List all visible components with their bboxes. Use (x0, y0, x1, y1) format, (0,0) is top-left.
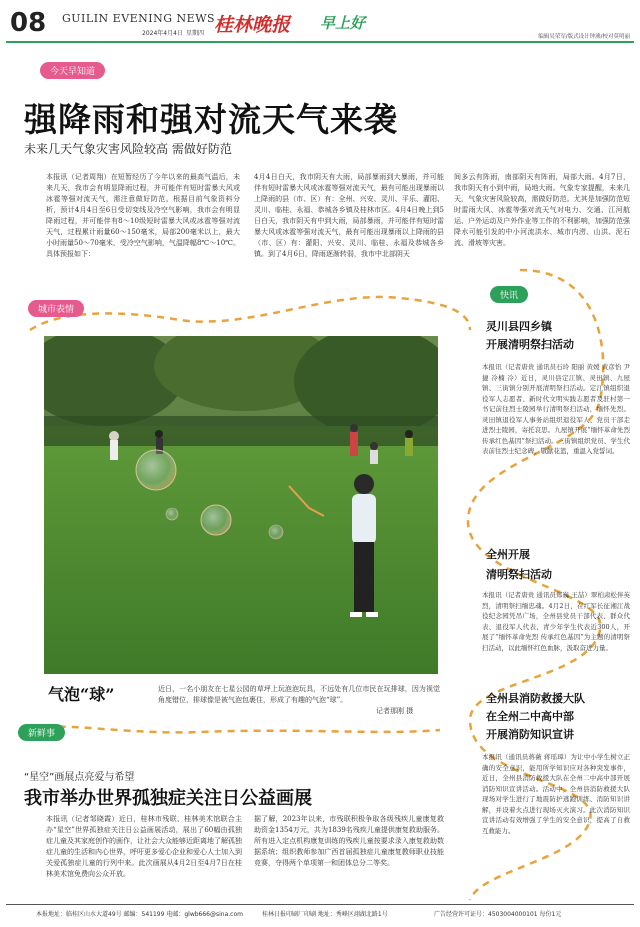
brief-1-title-line-2: 开展清明祭扫活动 (486, 338, 574, 351)
footer-rule (6, 904, 634, 905)
brief-3-title-line-2: 在全州二中高中部 (486, 710, 574, 723)
brief-3-text: 本报讯（通讯员蒋薇 蒋瑶璋）为让中小学生树立正确的安全意识，能用所学知识应对各种突发事件，近日，全州县消防救援大队在全州二中高中部开展消防知识宣讲活动。活动中，全州县消防救援大队现场对学生进行了地震防护逃跑训练、消防知识讲解，并设着火点进行现场灭火演习。此次消防知识宣讲活动有效增强了学生的安全意识，提高了自救互救能力。 (482, 753, 630, 835)
news-title: 我市举办世界孤独症关注日公益画展 (24, 788, 312, 809)
brief-2-title-line-1: 全州开展 (486, 548, 530, 561)
section-tag-news: 新鲜事 (18, 724, 65, 741)
top-story-col-2: 4月4日白天，我市阴天有大雨，局部暴雨到大暴雨，并可能伴有短时雷暴大风或冰雹等强对流天气，最有可能出现暴雨以上降雨的县（市、区）有：全州、兴安、灵川、平乐、灌阳、灵川、临桂、永福、恭城各乡镇及桂林市区。4月4日晚上到5日白天，我市阴天有中到大雨，局部暴雨，并可能伴有短时雷暴大风或冰雹等强对流天气，最有可能出现暴雨以上降雨的县（市、区）有：灌阳、兴安、灵川、临桂、永福及恭城各乡镇。到了4月6日，降雨逐渐转弱，我市中北部阴天 (254, 173, 444, 258)
bubble-photo (44, 336, 438, 674)
footer-printer: 桂林日报印刷厂印刷 地址：秀峰区翊湖北路1号 (262, 911, 388, 918)
header-rule (6, 41, 634, 43)
section-tag-city: 城市表情 (28, 300, 84, 317)
issue-date: 2024年4月4日 (142, 30, 183, 37)
news-kicker: “星空”画展点亮爱与希望 (24, 772, 135, 783)
footer-license: 广告经营许可证号：4503004000101 每份1元 (434, 911, 562, 918)
news-col-1: 本报讯（记者邹晓霞）近日，桂林市残联、桂林美术馆联合主办“星空”世界孤独症关注日公益画展活动，展出了60幅由孤独症儿童及其家庭创作的画作，让社会大众能够近距离地了解孤独症儿童的生活和内心世界，呼吁更多爱心企业和爱心人士加入到关爱孤独症儿童的行列中来。此次画展从4月2日至4月7日在桂林美术馆免费向公众开放。 (46, 815, 242, 878)
brief-2-text: 本报讯（记者唐贵 通讯员郑巍 王喆）翠柏肃松伴英烈，清明祭扫缅忠魂。4月2日，在红军长征湘江战役纪念园凭吊广场，全州县党员干部代表、群众代表、退役军人代表、青少年学生代表近300人，开展了“缅怀革命先烈 传承红色基因”为主题的清明祭扫活动，以此缅怀红色血脉，汲取奋进力量。 (482, 591, 630, 652)
brief-3-title-line-1: 全州县消防救援大队 (486, 692, 585, 705)
photo-caption-title: 气泡“球” (48, 685, 115, 704)
issue-weekday: 星期四 (186, 30, 205, 37)
footer-address: 本报地址：临桂区山水大道49号 邮编：541199 电邮：glwb666@sina.com (36, 911, 243, 918)
photo-caption: 近日，一名小朋友在七星公园的草坪上玩泡泡玩具，不远处有几位市民在玩排球，因为视觉角度错位，排球像是被气泡包裹住，形成了有趣的气泡“球”。 (158, 685, 440, 704)
paper-cn-logo: 桂林晚报 (214, 14, 291, 36)
brief-2-title-line-2: 清明祭扫活动 (486, 568, 552, 581)
section-tag-kuaixun: 快讯 (490, 286, 528, 303)
editor-credits: 编辑吴荣军/版式设计钟沸/校对莫明丽 (538, 34, 630, 40)
top-story-title: 强降雨和强对流天气来袭 (24, 100, 398, 139)
paper-en-name: GUILIN EVENING NEWS (62, 12, 216, 25)
masthead (6, 6, 634, 40)
page-number: 08 (10, 8, 47, 38)
top-story-col-1: 本报讯（记者周翔）在短暂经历了今年以来的最高气温后，未来几天，我市会有明显降雨过程，并可能伴有短时雷暴大风或冰雹等强对流天气，需注意做好防范。根据目前气象资料分析，预计4月4日至6日受切变线及冷空气影响，我市会有明显降雨过程，并可能伴有8～10级短时雷暴大风或冰雹等强对流天气，过程累计雨量60～150毫米，局部200毫米以上，最大小时雨量50～70毫米，受冷空气影响，气温降幅8℃～10℃。具体预报如下： (46, 173, 240, 258)
photo-credit: 记者那刚 摄 (376, 707, 414, 715)
section-tag-today: 今天早知道 (40, 62, 105, 79)
brief-1-title-line-1: 灵川县四乡镇 (486, 320, 552, 333)
section-logo: 早上好 (320, 14, 366, 32)
top-story-subtitle: 未来几天气象灾害风险较高 需做好防范 (24, 142, 232, 156)
news-col-2: 据了解，2023年以来，市残联积极争取各级残疾儿童康复救助资金1354万元，共为1839名残疾儿童提供康复救助服务。所有进入定点机构康复训练的残疾儿童按要求录入康复救助数据系统；组织教师参加广西首届孤独症儿童康复教师职业技能竞赛，夺得两个单项第一和团体总分二等奖。 (254, 815, 444, 867)
top-story-col-3: 间多云有阵雨，南部阴天有阵雨，局部大雨。4月7日，我市阴天有小到中雨，局地大雨。气象专家提醒，未来几天，气象灾害风险较高，需做好防范。尤其是加强防范短时雷雨大风、冰雹等强对流天气对电力、交通、江河航运、户外运动及户外作业等工作的不利影响，加强防范强降水可能引发的中小河流洪水、城市内涝、山洪、泥石流、滑坡等灾害。 (454, 173, 630, 247)
brief-1-text: 本报讯（记者唐贵 通讯员石玲 阳丽 黄媛 黄彦怡 尹捷 冷楠 冷）近日，灵川县定江镇、灵田镇、九屋镇、三街镇分别开展清明祭扫活动。定江镇组织退役军人志愿者、新时代文明实践志愿者及驻村第一书记前往烈士陵园举行清明祭扫活动，缅怀先烈。灵田镇退役军人事务站组织退役军人、党员干部走进烈士陵园，寄托哀思。九屋镇开展“缅怀革命先烈 传承红色基因”祭扫活动。三街镇组织党员、学生代表前往烈士纪念碑，敬献花篮，重温入党誓词。 (482, 363, 630, 455)
brief-3-title-line-3: 开展消防知识宣讲 (486, 728, 574, 741)
